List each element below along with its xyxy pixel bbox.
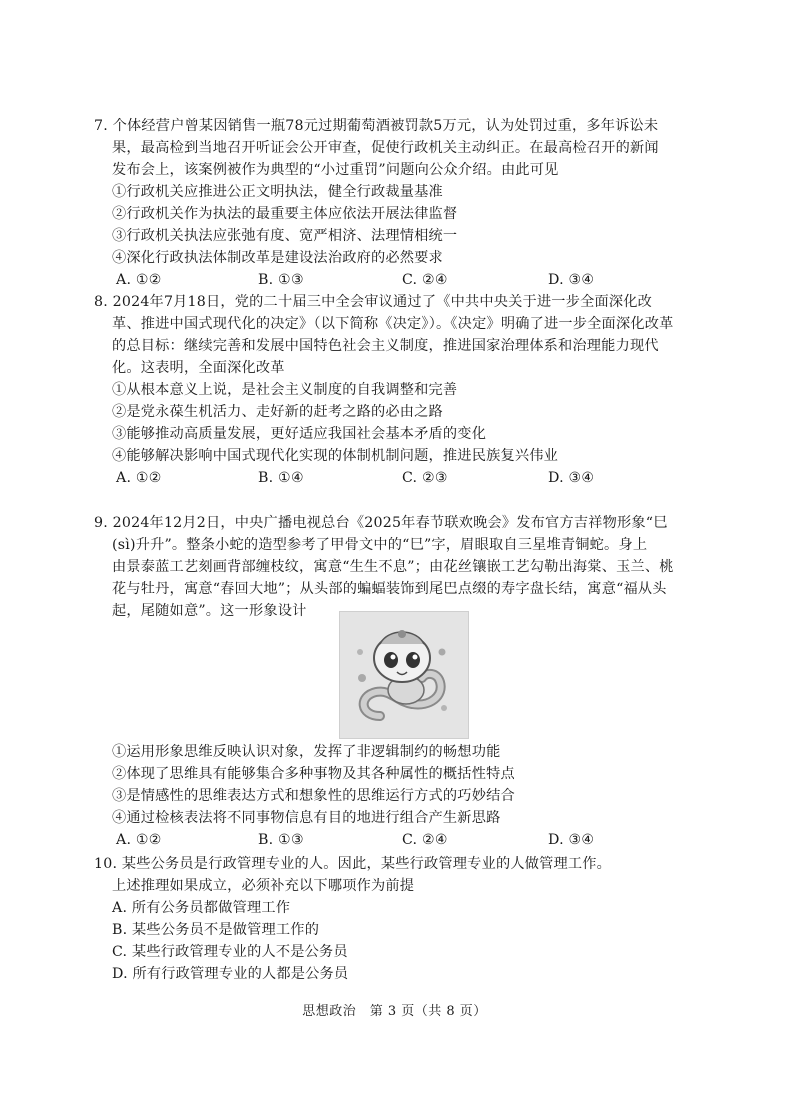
q8-statement: ①从根本意义上说，是社会主义制度的自我调整和完善: [112, 382, 458, 398]
q9-stem-line: 9. 2024年12月2日，中央广播电视总台《2025年春节联欢晚会》发布官方吉祥物形象“巳: [94, 515, 668, 531]
q8-stem-line: 化。这表明，全面深化改革: [112, 360, 285, 376]
q9-option-d[interactable]: D. ③④: [548, 832, 595, 848]
q9-stem-line: 起，尾随如意”。这一形象设计: [112, 603, 307, 619]
q9-option-c[interactable]: C. ②④: [402, 832, 448, 848]
q8-statement: ④能够解决影响中国式现代化实现的体制机制问题，推进民族复兴伟业: [112, 448, 559, 464]
question-10: [94, 853, 704, 985]
q9-option-b[interactable]: B. ①③: [258, 832, 304, 848]
q7-statement: ②行政机关作为执法的最重要主体应依法开展法律监督: [112, 206, 458, 222]
q8-option-a[interactable]: A. ①②: [116, 470, 162, 486]
q9-stem-line: 由景泰蓝工艺刻画背部缠枝纹，寓意“生生不息”；由花丝镶嵌工艺勾勒出海棠、玉兰、桃: [112, 559, 674, 575]
q8-stem-line: 8. 2024年7月18日，党的二十届三中全会审议通过了《中共中央关于进一步全面深化改: [94, 294, 653, 310]
q10-choice-d[interactable]: D. 所有行政管理专业的人都是公务员: [112, 966, 349, 982]
q8-option-c[interactable]: C. ②③: [402, 470, 448, 486]
q10-stem-line: 10. 某些公务员是行政管理专业的人。因此，某些行政管理专业的人做管理工作。: [94, 856, 612, 872]
q7-statement: ④深化行政执法体制改革是建设法治政府的必然要求: [112, 250, 443, 266]
question-7: [94, 115, 704, 291]
q8-stem-line: 革、推进中国式现代化的决定》（以下简称《决定》）。《决定》明确了进一步全面深化改革: [112, 316, 674, 332]
q9-options: [94, 829, 704, 851]
q8-option-d[interactable]: D. ③④: [548, 470, 595, 486]
page-footer: 思想政治 第 3 页（共 8 页）: [302, 1004, 487, 1019]
q8-stem-line: 的总目标：继续完善和发展中国特色社会主义制度，推进国家治理体系和治理能力现代: [112, 338, 659, 354]
q9-statement: ②体现了思维具有能够集合多种事物及其各种属性的概括性特点: [112, 766, 515, 782]
q7-stem-line: 发布会上，该案例被作为典型的“小过重罚”问题向公众介绍。由此可见: [112, 162, 559, 178]
question-8: [94, 291, 704, 489]
q8-options: [94, 467, 704, 489]
q9-statement: ④通过检核表法将不同事物信息有目的地进行组合产生新思路: [112, 810, 501, 826]
q10-choice-a[interactable]: A. 所有公务员都做管理工作: [112, 900, 291, 916]
q8-statement: ③能够推动高质量发展，更好适应我国社会基本矛盾的变化: [112, 426, 487, 442]
q7-stem-line: 果，最高检到当地召开听证会公开审查，促使行政机关主动纠正。在最高检召开的新闻: [112, 140, 659, 156]
q10-stem-line: 上述推理如果成立，必须补充以下哪项作为前提: [112, 878, 415, 894]
snake-mascot-icon: [340, 612, 468, 738]
q7-statement: ③行政机关执法应张弛有度、宽严相济、法理情相统一: [112, 228, 458, 244]
q7-option-b[interactable]: B. ①③: [258, 272, 304, 288]
mascot-illustration: [339, 611, 469, 739]
question-9-choices: [94, 741, 704, 851]
q9-stem-line: 花与牡丹，寓意“春回大地”；从头部的蝙蝠装饰到尾巴点缀的寿字盘长结，寓意“福从头: [112, 581, 667, 597]
q10-choice-b[interactable]: B. 某些公务员不是做管理工作的: [112, 922, 320, 938]
q7-options: [94, 269, 704, 291]
q7-option-a[interactable]: A. ①②: [116, 272, 162, 288]
q8-statement: ②是党永葆生机活力、走好新的赶考之路的必由之路: [112, 404, 443, 420]
q9-stem-line: (sì)升升”。整条小蛇的造型参考了甲骨文中的“巳”字，眉眼取自三星堆青铜蛇。身上: [112, 537, 648, 553]
q7-statement: ①行政机关应推进公正文明执法，健全行政裁量基准: [112, 184, 443, 200]
q9-option-a[interactable]: A. ①②: [116, 832, 162, 848]
q7-stem-line: 7. 个体经营户曾某因销售一瓶78元过期葡萄酒被罚款5万元，认为处罚过重，多年诉讼未: [94, 118, 659, 134]
q9-statement: ①运用形象思维反映认识对象，发挥了非逻辑制约的畅想功能: [112, 744, 501, 760]
q9-statement: ③是情感性的思维表达方式和想象性的思维运行方式的巧妙结合: [112, 788, 515, 804]
q7-option-d[interactable]: D. ③④: [548, 272, 595, 288]
q7-option-c[interactable]: C. ②④: [402, 272, 448, 288]
q8-option-b[interactable]: B. ①④: [258, 470, 304, 486]
question-9: [94, 512, 704, 622]
q10-choice-c[interactable]: C. 某些行政管理专业的人不是公务员: [112, 944, 348, 960]
